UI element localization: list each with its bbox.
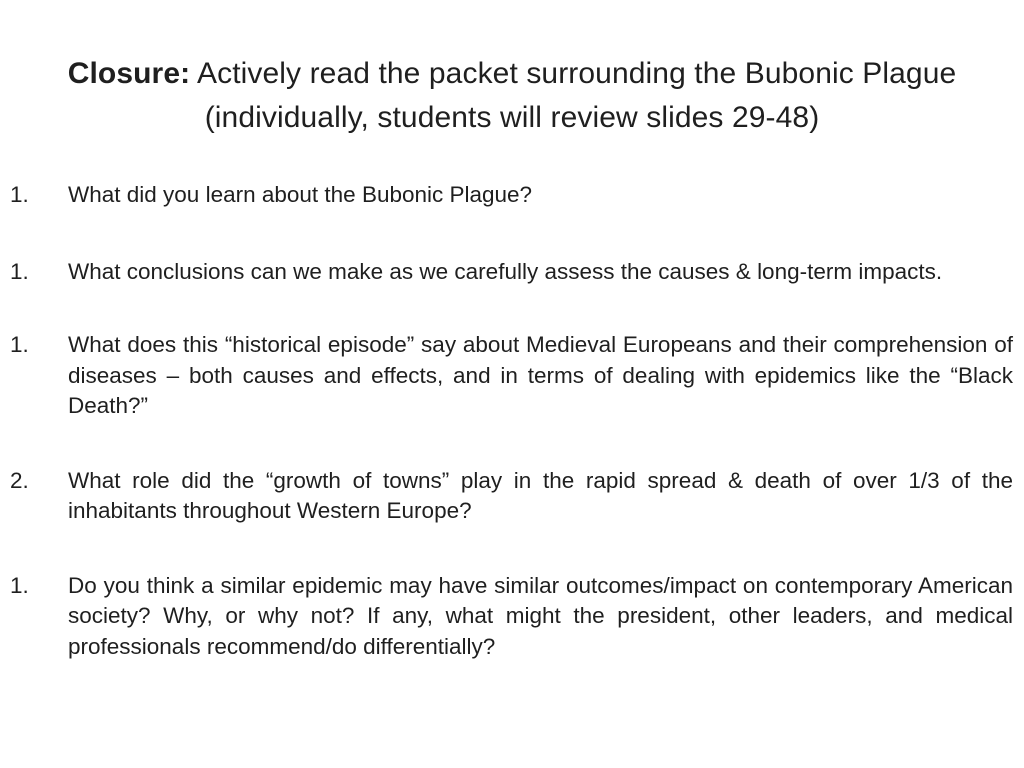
question-number: 2.	[10, 467, 29, 493]
question-number: 1.	[10, 572, 29, 598]
question-text: What role did the “growth of towns” play in the rapid spread & death of over 1/3 of the inhabitants throughout Western Europe?	[68, 467, 1013, 523]
question-list	[0, 180, 1013, 704]
question-number: 1.	[10, 332, 29, 357]
question-item	[0, 330, 1013, 422]
question-text: What conclusions can we make as we carefully assess the causes & long-term impacts.	[68, 258, 943, 284]
title-bold-label: Closure:	[67, 57, 191, 90]
question-item	[0, 257, 1013, 288]
question-number: 1.	[10, 182, 29, 207]
title-text: Actively read the packet surrounding the Bubonic Plague (individually, students will review slides 29-48)	[190, 57, 957, 134]
question-number: 1.	[10, 258, 29, 284]
slide-title	[40, 52, 984, 140]
question-item	[0, 466, 1013, 527]
question-item	[0, 571, 1013, 663]
question-item	[0, 180, 1013, 211]
question-text: What did you learn about the Bubonic Plague?	[68, 182, 533, 207]
question-text: Do you think a similar epidemic may have similar outcomes/impact on contemporary American society? Why, or why not? If any, what might the president, other leaders, and medical professionals recommend/do differentially?	[68, 572, 1013, 659]
question-text: What does this “historical episode” say about Medieval Europeans and their comprehension of diseases – both causes and effects, and in terms of dealing with epidemics like the “Black Death?”	[68, 332, 1013, 418]
